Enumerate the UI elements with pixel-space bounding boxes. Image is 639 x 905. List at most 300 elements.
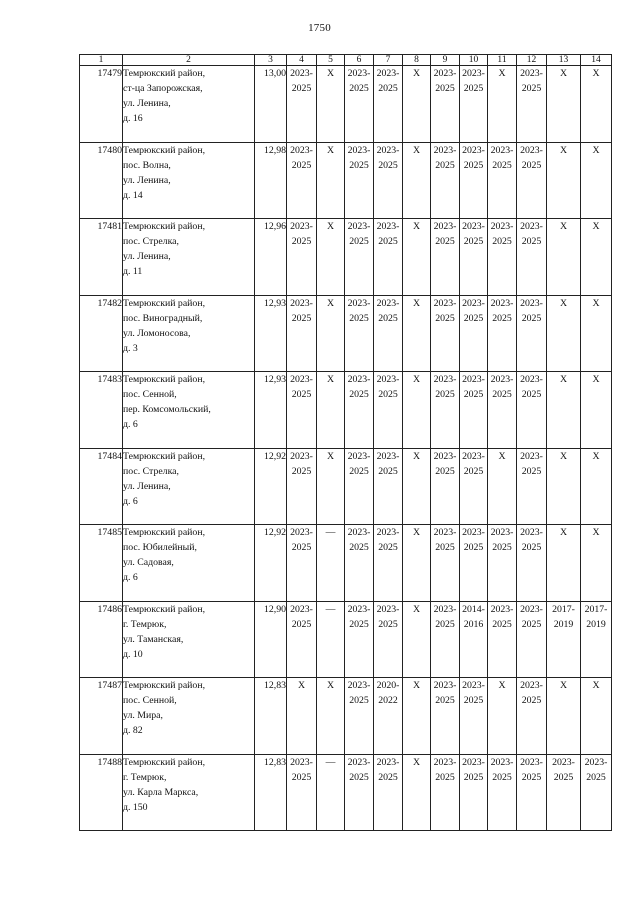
period-cell-col-12 (517, 448, 547, 525)
period-cell-col-9 (431, 678, 460, 755)
period-value: 2023- 2025 (520, 603, 543, 630)
period-cell-col-9 (431, 448, 460, 525)
address-line: Темрюкский район, (123, 680, 206, 691)
value-cell: 12,98 (255, 142, 287, 219)
period-value: 2023- 2025 (376, 297, 400, 324)
period-cell-col-5 (317, 295, 345, 372)
column-header-10: 10 (460, 55, 488, 66)
address-line: ул. Таманская, (123, 633, 184, 645)
period-value: 2023- 2025 (433, 297, 457, 324)
register-table (79, 54, 612, 831)
period-value: X (412, 527, 421, 538)
period-cell-col-6 (345, 295, 374, 372)
period-value: X (412, 756, 421, 768)
period-cell-col-4 (287, 448, 317, 525)
period-cell-col-14 (581, 219, 612, 296)
column-header-13: 13 (547, 55, 581, 66)
period-value: 2023- 2025 (433, 221, 457, 247)
period-value: 2023- 2025 (347, 221, 371, 247)
period-value: 2023- 2025 (347, 374, 371, 400)
period-cell-col-8 (403, 372, 431, 449)
period-cell-col-7 (374, 601, 403, 678)
row-number: 17480 (80, 142, 123, 219)
period-value: 2023- 2025 (490, 603, 514, 630)
period-cell-col-11 (488, 525, 517, 602)
address-line: пос. Юбилейный, (123, 542, 197, 553)
period-value: 2023- 2025 (376, 756, 400, 783)
period-cell-col-8 (403, 525, 431, 602)
period-cell-col-14 (581, 525, 612, 602)
table-row (80, 142, 612, 219)
period-value: 2017- 2019 (552, 603, 575, 630)
column-header-14: 14 (581, 55, 612, 66)
period-cell-col-4 (287, 601, 317, 678)
period-value: X (592, 297, 600, 309)
row-number: 17483 (80, 372, 123, 449)
period-cell-col-5 (317, 219, 345, 296)
period-value: X (592, 144, 600, 156)
period-cell-col-6 (345, 372, 374, 449)
period-cell-col-13 (547, 295, 581, 372)
period-cell-col-10 (460, 448, 488, 525)
period-cell-col-12 (517, 66, 547, 143)
period-value: X (412, 680, 421, 691)
period-cell-col-7 (374, 372, 403, 449)
period-value: X (412, 374, 421, 385)
period-cell-col-11 (488, 372, 517, 449)
row-number: 17484 (80, 448, 123, 525)
period-cell-col-5 (317, 448, 345, 525)
period-cell-col-8 (403, 219, 431, 296)
period-cell-col-4 (287, 142, 317, 219)
table-row (80, 66, 612, 143)
period-value: 2020- 2022 (376, 680, 400, 706)
period-value: 2023- 2025 (376, 603, 400, 630)
period-cell-col-13 (547, 525, 581, 602)
period-value: X (559, 221, 568, 232)
period-value: — (325, 756, 336, 768)
period-cell-col-12 (517, 754, 547, 831)
address-line: г. Темрюк, (123, 618, 167, 630)
period-value: 2023- 2025 (347, 527, 371, 553)
period-cell-col-5 (317, 66, 345, 143)
column-header-7: 7 (374, 55, 403, 66)
period-cell-col-13 (547, 754, 581, 831)
column-header-4: 4 (287, 55, 317, 66)
period-value: 2023- 2025 (490, 756, 514, 783)
period-value: X (498, 680, 506, 691)
address-line: пос. Стрелка, (123, 236, 179, 247)
value-cell: 12,83 (255, 754, 287, 831)
address-line: д. 10 (123, 648, 143, 660)
address-line: ул. Ленина, (123, 480, 171, 492)
address-line: Темрюкский район, (123, 527, 206, 538)
period-value: 2023- 2025 (376, 374, 400, 400)
period-value: X (559, 680, 568, 691)
period-value: 2023- 2025 (290, 68, 313, 94)
period-value: X (412, 450, 421, 462)
period-cell-col-7 (374, 525, 403, 602)
table-row (80, 601, 612, 678)
period-cell-col-11 (488, 678, 517, 755)
period-value: 2023- 2025 (520, 68, 543, 94)
address-cell (123, 525, 255, 602)
period-cell-col-8 (403, 66, 431, 143)
period-cell-col-7 (374, 754, 403, 831)
address-line: д. 3 (123, 342, 138, 354)
row-number: 17486 (80, 601, 123, 678)
period-value: 2023- 2025 (520, 680, 543, 706)
period-cell-col-9 (431, 142, 460, 219)
period-cell-col-7 (374, 142, 403, 219)
period-value: X (559, 297, 568, 309)
period-cell-col-9 (431, 295, 460, 372)
period-cell-col-12 (517, 525, 547, 602)
period-cell-col-7 (374, 448, 403, 525)
period-cell-col-7 (374, 219, 403, 296)
period-cell-col-9 (431, 754, 460, 831)
table-row (80, 219, 612, 296)
column-header-9: 9 (431, 55, 460, 66)
address-line: пос. Волна, (123, 159, 171, 171)
period-cell-col-14 (581, 601, 612, 678)
period-value: 2023- 2025 (347, 603, 371, 630)
period-value: 2023- 2025 (520, 221, 543, 247)
column-header-1: 1 (80, 55, 123, 66)
address-line: пос. Стрелка, (123, 465, 179, 477)
row-number: 17487 (80, 678, 123, 755)
period-value: X (498, 68, 506, 79)
period-value: 2023- 2025 (347, 68, 371, 94)
address-cell (123, 142, 255, 219)
address-line: пос. Виноградный, (123, 312, 203, 324)
address-line: д. 150 (123, 801, 148, 813)
period-cell-col-5 (317, 372, 345, 449)
period-cell-col-9 (431, 525, 460, 602)
period-value: 2023- 2025 (520, 374, 543, 400)
period-cell-col-12 (517, 219, 547, 296)
period-cell-col-4 (287, 66, 317, 143)
period-cell-col-11 (488, 601, 517, 678)
period-cell-col-14 (581, 372, 612, 449)
period-cell-col-11 (488, 754, 517, 831)
period-value: X (592, 450, 600, 462)
column-header-8: 8 (403, 55, 431, 66)
address-line: пер. Комсомольский, (123, 404, 211, 415)
period-cell-col-10 (460, 219, 488, 296)
period-value: 2023- 2025 (433, 527, 457, 553)
period-value: 2023- 2025 (347, 680, 371, 706)
period-cell-col-14 (581, 295, 612, 372)
period-value: 2023- 2025 (376, 450, 400, 477)
address-line: д. 6 (123, 572, 138, 583)
address-cell (123, 66, 255, 143)
period-cell-col-14 (581, 678, 612, 755)
value-cell: 13,00 (255, 66, 287, 143)
row-number: 17488 (80, 754, 123, 831)
address-line: Темрюкский район, (123, 68, 206, 79)
period-cell-col-5 (317, 525, 345, 602)
address-line: д. 14 (123, 189, 143, 201)
period-value: 2014- 2016 (462, 603, 485, 630)
period-cell-col-8 (403, 678, 431, 755)
address-cell (123, 754, 255, 831)
period-cell-col-9 (431, 219, 460, 296)
address-line: д. 16 (123, 113, 143, 124)
period-value: X (326, 374, 335, 385)
address-line: Темрюкский район, (123, 221, 206, 232)
address-line: Темрюкский район, (123, 297, 206, 309)
period-value: X (592, 374, 600, 385)
period-value: 2023- 2025 (290, 297, 313, 324)
period-cell-col-7 (374, 678, 403, 755)
period-value: 2023- 2025 (462, 756, 485, 783)
address-line: г. Темрюк, (123, 771, 167, 783)
period-value: 2023- 2025 (520, 756, 543, 783)
period-cell-col-4 (287, 372, 317, 449)
period-cell-col-4 (287, 754, 317, 831)
address-cell (123, 219, 255, 296)
period-value: 2023- 2025 (462, 680, 485, 706)
period-value: 2023- 2025 (462, 527, 485, 553)
address-line: ст-ца Запорожская, (123, 83, 203, 94)
table-row (80, 295, 612, 372)
period-cell-col-10 (460, 754, 488, 831)
period-value: 2023- 2025 (347, 756, 371, 783)
period-cell-col-7 (374, 295, 403, 372)
period-value: X (559, 68, 568, 79)
period-value: X (326, 144, 335, 156)
period-cell-col-12 (517, 601, 547, 678)
row-number: 17481 (80, 219, 123, 296)
period-cell-col-9 (431, 372, 460, 449)
period-cell-col-7 (374, 66, 403, 143)
period-value: X (592, 68, 600, 79)
period-value: X (412, 603, 421, 615)
period-value: X (592, 221, 600, 232)
period-cell-col-6 (345, 448, 374, 525)
address-line: ул. Мира, (123, 710, 163, 721)
table-body (80, 66, 612, 831)
period-value: 2023- 2025 (490, 297, 514, 324)
period-value: X (326, 297, 335, 309)
period-value: 2023- 2025 (290, 450, 313, 477)
period-value: X (559, 527, 568, 538)
table-row (80, 448, 612, 525)
period-cell-col-14 (581, 142, 612, 219)
period-value: 2023- 2025 (290, 144, 313, 171)
address-line: Темрюкский район, (123, 450, 206, 462)
period-cell-col-13 (547, 219, 581, 296)
period-value: X (412, 221, 421, 232)
value-cell: 12,90 (255, 601, 287, 678)
period-value: 2023- 2025 (433, 68, 457, 94)
period-value: 2023- 2025 (520, 450, 543, 477)
period-value: X (326, 68, 335, 79)
period-value: 2023- 2025 (433, 680, 457, 706)
address-line: Темрюкский район, (123, 374, 206, 385)
period-cell-col-5 (317, 754, 345, 831)
period-value: X (592, 527, 600, 538)
period-cell-col-11 (488, 66, 517, 143)
period-cell-col-6 (345, 601, 374, 678)
page-number: 1750 (308, 22, 331, 34)
address-line: Темрюкский район, (123, 756, 206, 768)
period-cell-col-13 (547, 678, 581, 755)
period-value: 2023- 2025 (290, 374, 313, 400)
period-value: X (592, 680, 600, 691)
address-line: д. 11 (123, 266, 143, 277)
table-row (80, 678, 612, 755)
address-cell (123, 678, 255, 755)
period-value: 2023- 2025 (376, 68, 400, 94)
table-row (80, 525, 612, 602)
period-cell-col-9 (431, 66, 460, 143)
address-line: Темрюкский район, (123, 144, 206, 156)
period-value: 2023- 2025 (290, 603, 313, 630)
period-value: 2023- 2025 (347, 450, 371, 477)
period-cell-col-10 (460, 66, 488, 143)
period-value: 2023- 2025 (433, 756, 457, 783)
period-value: 2023- 2025 (520, 527, 543, 553)
period-value: X (326, 450, 335, 462)
period-cell-col-12 (517, 372, 547, 449)
period-cell-col-11 (488, 295, 517, 372)
period-value: X (412, 144, 421, 156)
period-value: 2023- 2025 (462, 221, 485, 247)
period-value: X (326, 221, 335, 232)
period-value: 2023- 2025 (490, 144, 514, 171)
period-cell-col-14 (581, 754, 612, 831)
period-value: 2017- 2019 (584, 603, 608, 630)
period-value: 2023- 2025 (433, 374, 457, 400)
address-cell (123, 295, 255, 372)
period-value: X (326, 680, 335, 691)
column-header-5: 5 (317, 55, 345, 66)
address-cell (123, 372, 255, 449)
period-cell-col-8 (403, 601, 431, 678)
period-value: X (412, 297, 421, 309)
period-value: X (559, 144, 568, 156)
period-value: — (325, 527, 336, 538)
period-value: 2023- 2025 (462, 450, 485, 477)
period-cell-col-13 (547, 372, 581, 449)
period-cell-col-8 (403, 295, 431, 372)
address-line: ул. Садовая, (123, 557, 174, 568)
address-line: д. 6 (123, 495, 138, 507)
period-value: 2023- 2025 (433, 603, 457, 630)
column-header-11: 11 (488, 55, 517, 66)
address-line: д. 82 (123, 725, 143, 736)
period-cell-col-10 (460, 601, 488, 678)
row-number: 17485 (80, 525, 123, 602)
period-cell-col-10 (460, 678, 488, 755)
column-header-6: 6 (345, 55, 374, 66)
period-value: X (412, 68, 421, 79)
period-cell-col-10 (460, 295, 488, 372)
address-line: Темрюкский район, (123, 603, 206, 615)
period-value: 2023- 2025 (376, 221, 400, 247)
period-cell-col-4 (287, 525, 317, 602)
period-value: X (498, 450, 506, 462)
period-cell-col-12 (517, 678, 547, 755)
value-cell: 12,93 (255, 372, 287, 449)
address-line: ул. Ленина, (123, 174, 171, 186)
period-value: X (559, 450, 568, 462)
address-line: пос. Сенной, (123, 389, 177, 400)
period-cell-col-10 (460, 525, 488, 602)
period-cell-col-5 (317, 142, 345, 219)
period-cell-col-10 (460, 372, 488, 449)
address-line: д. 6 (123, 419, 138, 430)
period-cell-col-13 (547, 66, 581, 143)
value-cell: 12,96 (255, 219, 287, 296)
address-line: ул. Ленина, (123, 98, 171, 109)
period-cell-col-8 (403, 448, 431, 525)
period-value: 2023- 2025 (462, 144, 485, 171)
value-cell: 12,93 (255, 295, 287, 372)
value-cell: 12,83 (255, 678, 287, 755)
column-header-12: 12 (517, 55, 547, 66)
address-cell (123, 448, 255, 525)
period-value: 2023- 2025 (433, 144, 457, 171)
period-cell-col-8 (403, 754, 431, 831)
column-header-2: 2 (123, 55, 255, 66)
period-cell-col-12 (517, 295, 547, 372)
header-row (80, 55, 612, 66)
period-cell-col-13 (547, 448, 581, 525)
table-row (80, 754, 612, 831)
period-cell-col-14 (581, 448, 612, 525)
period-cell-col-6 (345, 219, 374, 296)
row-number: 17482 (80, 295, 123, 372)
address-line: пос. Сенной, (123, 695, 177, 706)
column-header-3: 3 (255, 55, 287, 66)
period-value: 2023- 2025 (490, 221, 514, 247)
period-cell-col-4 (287, 219, 317, 296)
table-row (80, 372, 612, 449)
period-value: 2023- 2025 (462, 297, 485, 324)
period-cell-col-8 (403, 142, 431, 219)
period-value: 2023- 2025 (290, 221, 313, 247)
period-value: 2023- 2025 (520, 297, 543, 324)
period-cell-col-13 (547, 601, 581, 678)
period-value: 2023- 2025 (552, 756, 575, 783)
period-value: 2023- 2025 (584, 756, 608, 783)
address-line: ул. Карла Маркса, (123, 786, 199, 798)
value-cell: 12,92 (255, 448, 287, 525)
period-cell-col-6 (345, 678, 374, 755)
period-cell-col-14 (581, 66, 612, 143)
table-header (80, 55, 612, 66)
period-value: 2023- 2025 (433, 450, 457, 477)
period-value: X (297, 680, 306, 691)
address-line: ул. Ленина, (123, 251, 171, 262)
period-cell-col-6 (345, 66, 374, 143)
address-cell (123, 601, 255, 678)
period-cell-col-11 (488, 219, 517, 296)
period-cell-col-5 (317, 601, 345, 678)
period-value: — (325, 603, 336, 615)
period-value: 2023- 2025 (376, 144, 400, 171)
period-cell-col-12 (517, 142, 547, 219)
value-cell: 12,92 (255, 525, 287, 602)
address-line: ул. Ломоносова, (123, 327, 191, 339)
period-value: 2023- 2025 (347, 144, 371, 171)
period-cell-col-13 (547, 142, 581, 219)
period-cell-col-11 (488, 142, 517, 219)
period-cell-col-4 (287, 295, 317, 372)
